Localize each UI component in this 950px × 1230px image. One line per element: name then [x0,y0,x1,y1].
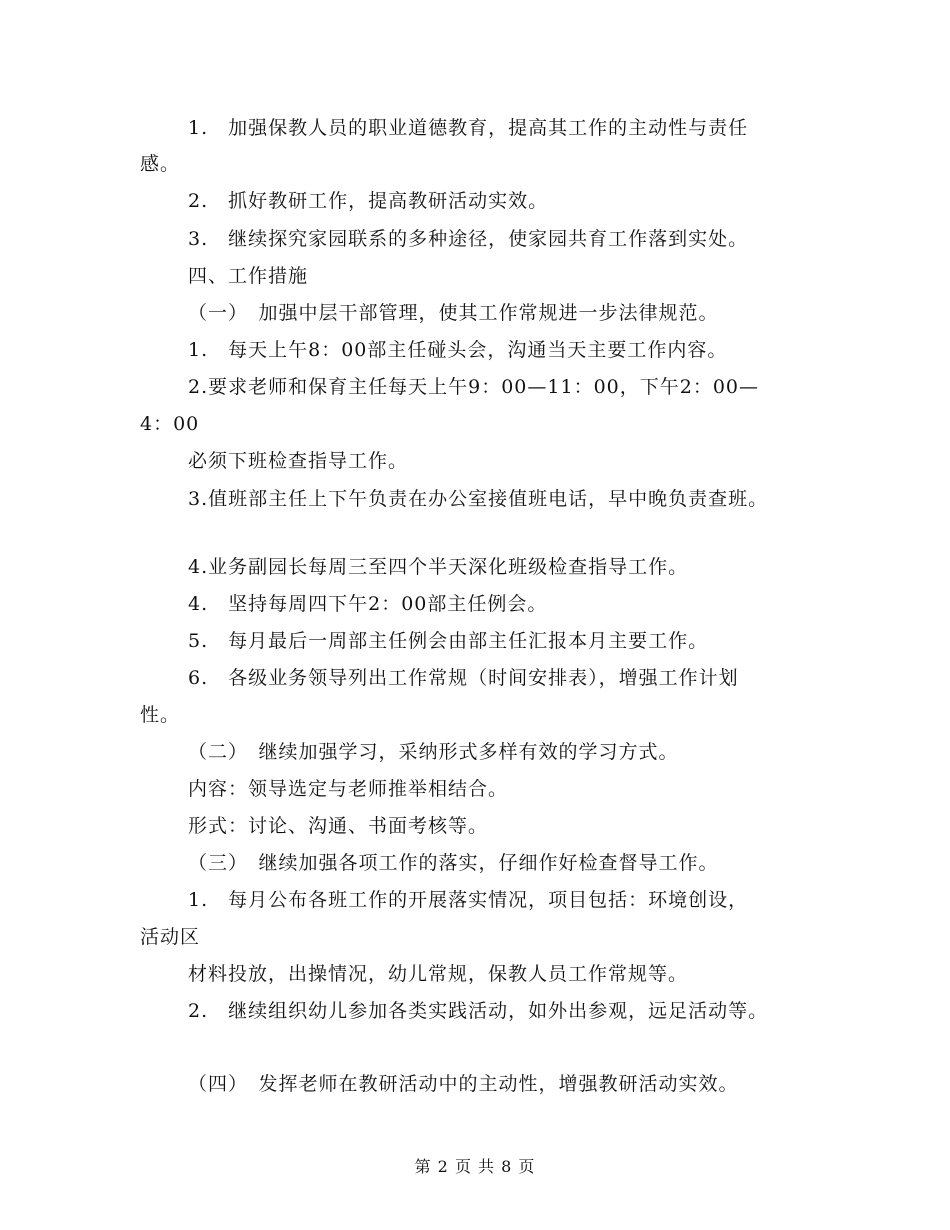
text-line: 4. 坚持每周四下午2：00部主任例会。 [188,593,548,615]
text-line: 6. 各级业务领导列出工作常规（时间安排表），增强工作计划 [188,667,739,689]
text-line: 4.业务副园长每周三至四个半天深化班级检查指导工作。 [188,556,689,578]
text-line: 5. 每月最后一周部主任例会由部主任汇报本月主要工作。 [188,630,709,652]
text-line: 2.要求老师和保育主任每天上午9：00—11：00，下午2：00— [188,376,760,398]
text-line: 材料投放，出操情况，幼儿常规，保教人员工作常规等。 [188,963,689,985]
text-line: 3. 继续探究家园联系的多种途径，使家园共育工作落到实处。 [188,228,749,250]
text-line: 性。 [140,704,181,726]
text-line: 1. 每天上午8：00部主任碰头会，沟通当天主要工作内容。 [188,339,728,361]
text-line: 形式：讨论、沟通、书面考核等。 [188,815,489,837]
text-line: 活动区 [140,926,201,948]
text-line: 必须下班检查指导工作。 [188,450,409,472]
text-line: 2. 抓好教研工作，提高教研活动实效。 [188,190,549,212]
subsection-heading: （二） 继续加强学习，采纳形式多样有效的学习方式。 [188,741,679,763]
section-heading: 四、工作措施 [188,265,309,287]
subsection-heading: （三） 继续加强各项工作的落实，仔细作好检查督导工作。 [188,852,719,874]
text-line: 1. 每月公布各班工作的开展落实情况，项目包括：环境创设， [188,889,749,911]
subsection-heading: （一） 加强中层干部管理，使其工作常规进一步法律规范。 [188,302,719,324]
subsection-heading: （四） 发挥老师在教研活动中的主动性，增强教研活动实效。 [188,1073,739,1095]
page-footer: 第 2 页 共 8 页 [414,1157,536,1176]
text-line: 1. 加强保教人员的职业道德教育，提高其工作的主动性与责任 [188,117,749,139]
text-line: 2. 继续组织幼儿参加各类实践活动，如外出参观，远足活动等。 [188,1000,769,1022]
text-line: 感。 [140,153,181,175]
text-line: 内容：领导选定与老师推举相结合。 [188,778,509,800]
text-line: 4：00 [140,413,200,435]
text-line: 3.值班部主任上下午负责在办公室接值班电话，早中晚负责查班。 [188,488,769,510]
